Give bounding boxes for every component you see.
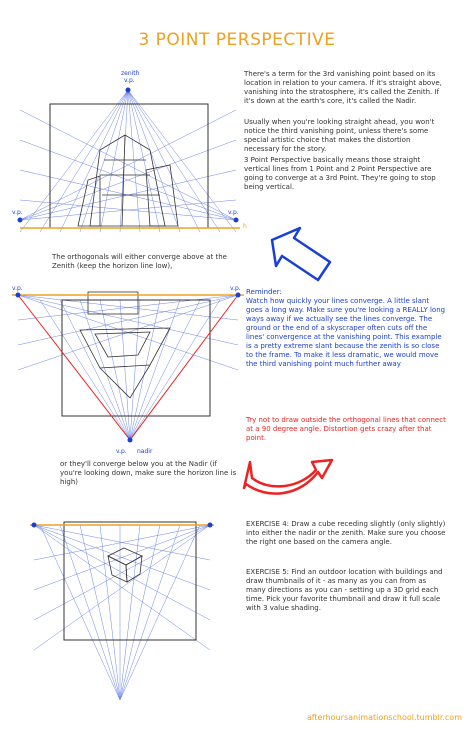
page-title: 3 POINT PERSPECTIVE [138,30,336,50]
exercise-4: EXERCISE 4: Draw a cube receding slightly (only slightly) into either the nadir or the zenith. Make sure you choose the right one based on the camera angle. [246,520,446,546]
vp2-right-label: v.p. [230,285,241,292]
reminder-paragraph: Reminder: Watch how quickly your lines converge. A little slant goes a long way. Make sure you're looking a REALLY long ways away if we actually see the lines converge. The ground or the end of a skyscraper often cuts off the lines' convergence at the vanishing point. This example is a pretty extreme slant because the zenith is so close to the frame. To make it less dramatic, we would move the third vanishing point much further away [246,288,446,368]
usual-paragraph: Usually when you're looking straight ahead, you won't notice the third vanishing point, unless there's some special artistic choice that makes the distortion necessary for the story. [244,118,435,153]
horizon-label: h [243,223,247,230]
vp-right-label: v.p. [228,209,239,216]
nadir-caption: or they'll converge below you at the Nadir (if you're looking down, make sure the horizon line is high) [60,460,237,486]
arrow-curved-icon [244,460,332,494]
definition-paragraph: 3 Point Perspective basically means those straight vertical lines from 1 Point and 2 Point Perspective are going to converge at a 3rd Point. They're going to stop being vertical. [244,156,436,191]
warning-paragraph: Try not to draw outside the orthogonal lines that connect at a 90 degree angle. Distortion gets crazy after that point. [246,416,446,442]
footer-link[interactable]: afterhoursanimationschool.tumblr.com [306,713,462,722]
arrow-up-icon [272,228,330,280]
nadir-label: nadir [137,448,153,455]
vp-top-label: v.p. [124,77,135,84]
intro-paragraph: There's a term for the 3rd vanishing point based on its location in relation to your camera. If it's straight above, vanishing into the stratosphere, it's called the Zenith. If it's down at the earth's core, it's called the Nadir. [244,70,442,105]
vp-bottom-label: v.p. [116,448,127,455]
zenith-label: zenith [121,70,140,77]
vp-left-label: v.p. [12,209,23,216]
exercise-5: EXERCISE 5: Find an outdoor location with buildings and draw thumbnails of it - as many as you can from as many directions as you can - setting up a 3D grid each time. Pick your favorite thumbnail and draw it full scale with 3 value shading. [246,568,443,612]
vp2-left-label: v.p. [12,285,23,292]
zenith-caption: The orthogonals will either converge above at the Zenith (keep the horizon line low), [52,253,227,270]
